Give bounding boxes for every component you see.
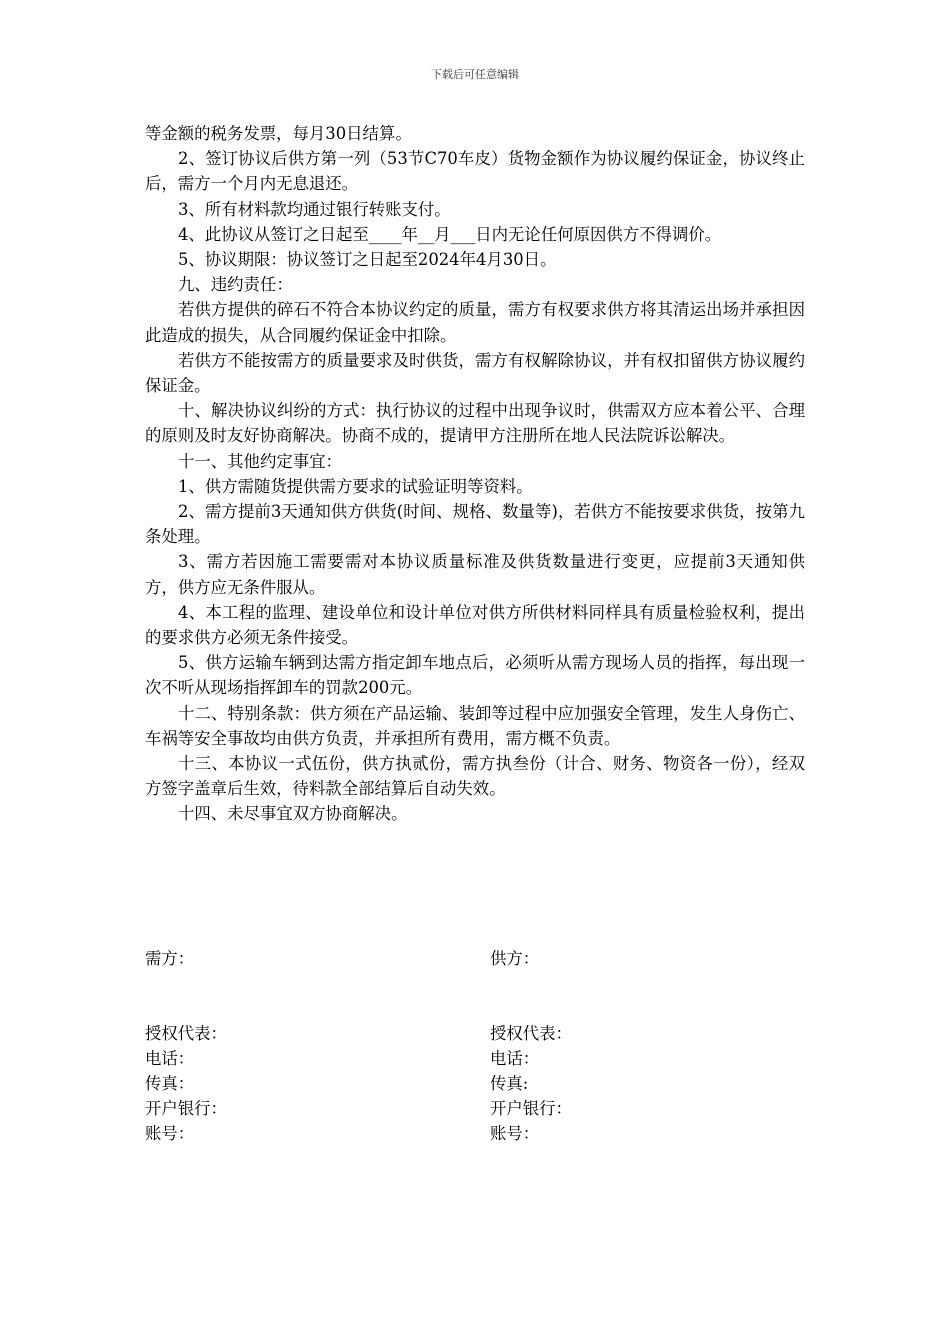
seller-label: 供方： <box>490 949 540 968</box>
contract-paragraph: 4、此协议从签订之日起至____年__月___日内无论任何原因供方不得调价。 <box>178 224 722 244</box>
page-header: 下载后可任意编辑 <box>431 68 519 81</box>
contract-paragraph: 5、供方运输车辆到达需方指定卸车地点后，必须听从需方现场人员的指挥，每出现一次不听从现场指挥卸车的罚款200元。 <box>145 653 805 698</box>
seller-fax-label: 传真: <box>490 1074 529 1093</box>
seller-rep-label: 授权代表： <box>490 1024 572 1043</box>
contract-paragraph: 九、违约责任： <box>178 275 293 295</box>
contract-paragraph: 3、需方若因施工需要需对本协议质量标准及供货数量进行变更，应提前3天通知供方，供方应无条件服从。 <box>145 552 805 597</box>
contract-paragraph: 十二、特别条款：供方须在产品运输、装卸等过程中应加强安全管理，发生人身伤亡、车祸等安全事故均由供方负责，并承担所有费用，需方概不负责。 <box>145 703 805 748</box>
buyer-rep-label: 授权代表： <box>145 1024 227 1043</box>
contract-paragraph: 十、解决协议纠纷的方式：执行协议的过程中出现争议时，供需双方应本着公平、合理的原则及时友好协商解决。协商不成的，提请甲方注册所在地人民法院诉讼解决。 <box>145 401 805 446</box>
buyer-label: 需方： <box>145 949 195 968</box>
party-labels <box>145 946 845 971</box>
contract-paragraph: 4、本工程的监理、建设单位和设计单位对供方所供材料同样具有质量检验权利，提出的要求供方必须无条件接受。 <box>145 602 805 648</box>
signature-block <box>145 1021 845 1146</box>
contract-paragraph: 若供方不能按需方的质量要求及时供货，需方有权解除协议，并有权扣留供方协议履约保证金。 <box>145 350 805 396</box>
buyer-fax-label: 传真： <box>145 1074 195 1093</box>
contract-paragraph: 3、所有材料款均通过银行转账支付。 <box>178 199 451 219</box>
seller-fields <box>490 1021 835 1146</box>
buyer-account-label: 账号： <box>145 1124 195 1143</box>
contract-paragraph: 1、供方需随货提供需方要求的试验证明等资料。 <box>178 476 533 496</box>
seller-phone-label: 电话： <box>490 1049 540 1068</box>
contract-paragraph: 若供方提供的碎石不符合本协议约定的质量，需方有权要求供方将其清运出场并承担因此造成的损失，从合同履约保证金中扣除。 <box>145 300 805 345</box>
seller-bank-label: 开户银行： <box>490 1099 572 1118</box>
buyer-bank-label: 开户银行： <box>145 1099 227 1118</box>
contract-paragraph: 十三、本协议一式伍份，供方执贰份，需方执叁份（计合、财务、物资各一份），经双方签字盖章后生效，待料款全部结算后自动失效。 <box>145 754 805 799</box>
contract-paragraph: 2、需方提前3天通知供方供货(时间、规格、数量等)，若供方不能按要求供货，按第九条处理。 <box>145 502 805 547</box>
buyer-fields <box>145 1021 490 1146</box>
contract-paragraph: 2、签订协议后供方第一列（53节C70车皮）货物金额作为协议履约保证金，协议终止后，需方一个月内无息退还。 <box>145 149 805 194</box>
contract-paragraph: 十一、其他约定事宜： <box>178 451 342 471</box>
contract-paragraph: 5、协议期限：协议签订之日起至2024年4月30日。 <box>178 250 557 270</box>
buyer-phone-label: 电话： <box>145 1049 195 1068</box>
contract-paragraph: 等金额的税务发票，每月30日结算。 <box>145 124 412 143</box>
contract-paragraph: 十四、未尽事宜双方协商解决。 <box>178 804 408 824</box>
contract-body <box>145 121 805 827</box>
seller-account-label: 账号： <box>490 1124 540 1143</box>
